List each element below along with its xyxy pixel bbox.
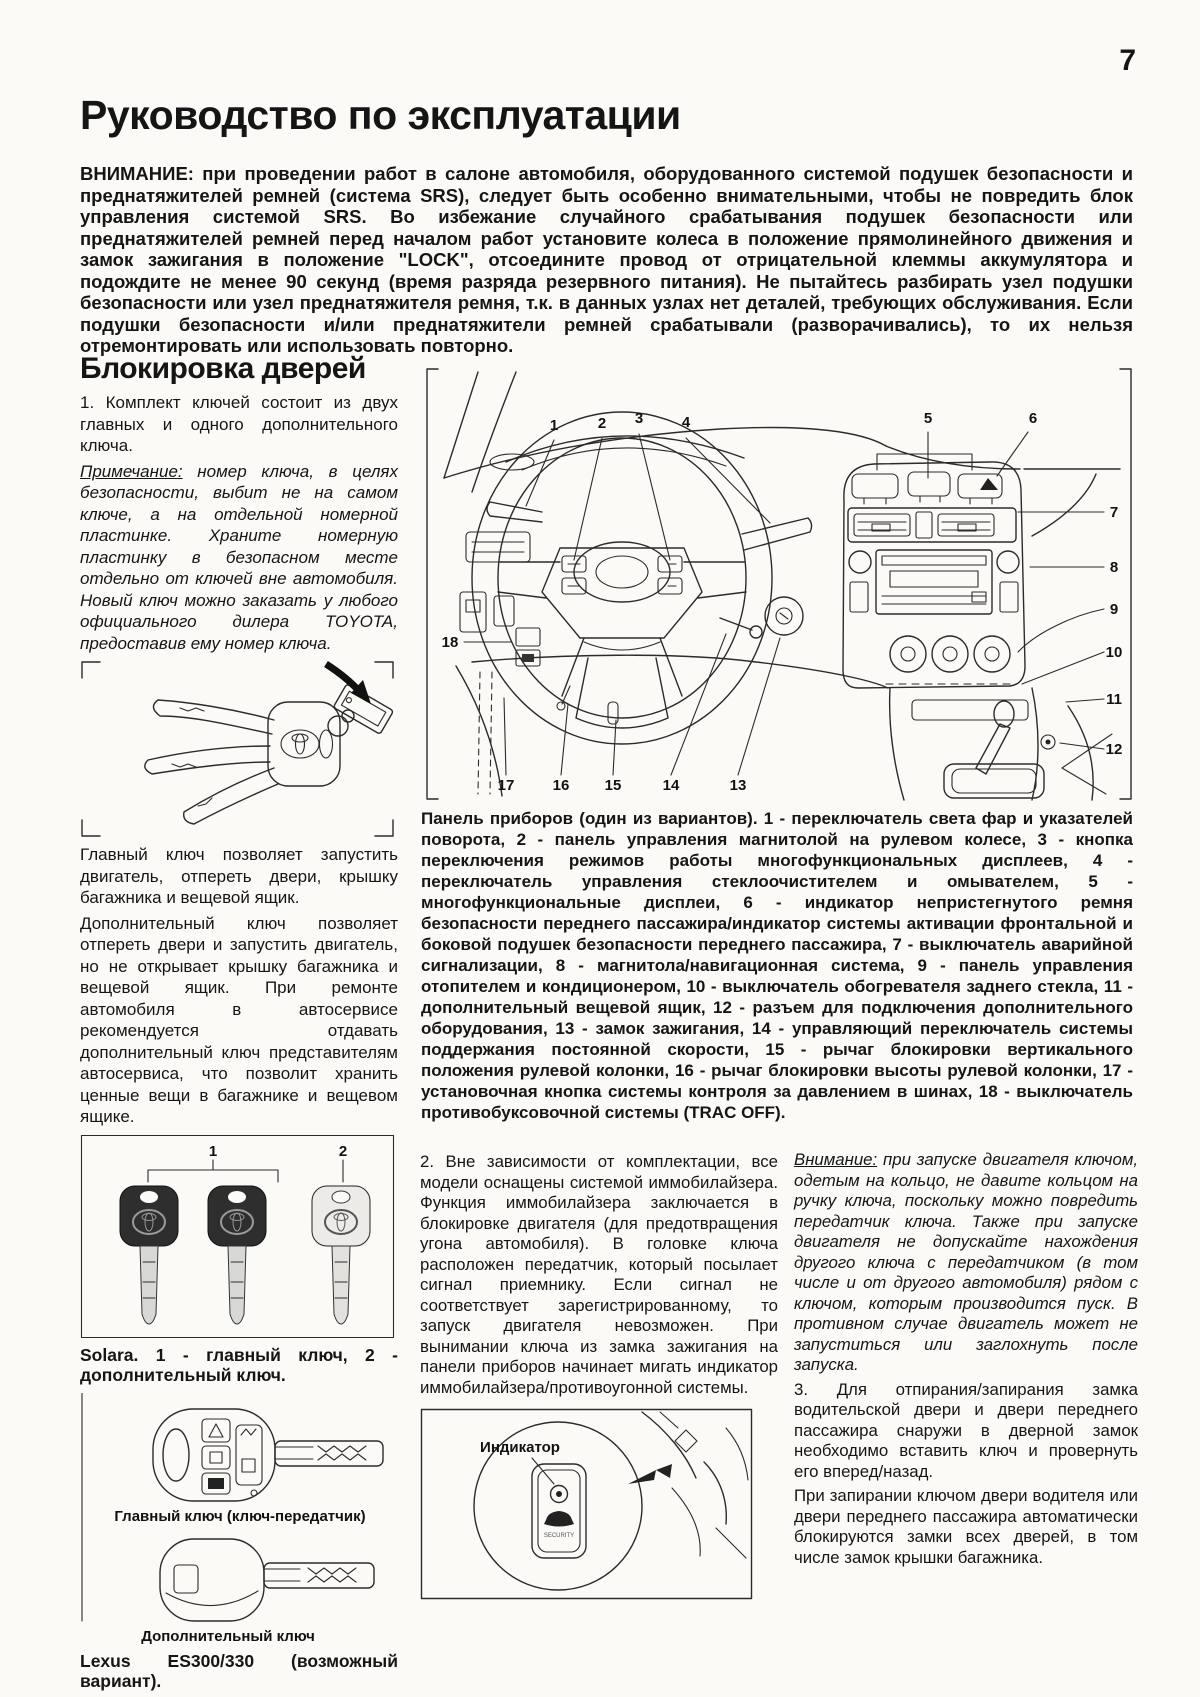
svg-text:1: 1 <box>549 417 559 434</box>
svg-text:7: 7 <box>1109 504 1119 521</box>
svg-text:14: 14 <box>662 777 680 794</box>
lexus-master-key <box>153 1409 383 1501</box>
dashboard-figure <box>420 366 1138 802</box>
svg-text:11: 11 <box>1106 691 1122 708</box>
solara-callout-2: 2 <box>338 1142 348 1160</box>
svg-text:8: 8 <box>1109 559 1119 576</box>
page-number: 7 <box>1119 44 1136 77</box>
solara-master-key-2 <box>208 1186 266 1324</box>
warning-text: при запуске двигателя ключом, одетым на кольцо, не давите кольцом на ручку ключа, поскольку можно повредить передатчик ключа. Также при запуске двигателя не допускайте нахождения другого ключа с передатчиком (в том числе и от другого автомобиля) рядом с ключом, которым производится пуск. В противном случае двигатель может не запуститься или заглохнуть после запуска. <box>794 1150 1138 1374</box>
center-console <box>843 462 1112 800</box>
cruise-control-stalk <box>720 618 762 638</box>
solara-callout-1: 1 <box>208 1142 218 1160</box>
key-ring-warning <box>794 1150 1138 1376</box>
door-unlock-paragraph: 3. Для отпирания/запирания замка водительской двери и двери переднего пассажира снаружи в дверной замок необходимо вставить ключ и провернуть его вперед/назад. <box>794 1379 1138 1481</box>
solara-keys-figure <box>80 1134 395 1339</box>
svg-text:5: 5 <box>923 410 933 427</box>
srs-warning-paragraph: ВНИМАНИЕ: при проведении работ в салоне автомобиля, оборудованного системой подушек безопасности и преднатяжителей ремней (система SRS), следует быть особенно внимательными, чтобы не повредить блок управления системой SRS. Во избежание случайного срабатывания подушек безопасности или преднатяжителей ремней перед началом работ установите колеса в положение прямолинейного движения и замок зажигания в положение "LOCK", отсоедините провод от отрицательной клеммы аккумулятора и подождите не менее 90 секунд (время разряда резервного питания). Не пытайтесь разбирать узел подушки безопасности или узел преднатяжителя ремня, т.к. в данных узлах нет деталей, требующих обслуживания. Если подушки безопасности и/или преднатяжители ремней срабатывали (разворачивались), то их нельзя отремонтировать или использовать повторно. <box>80 163 1133 356</box>
main-key-paragraph: Главный ключ позволяет запустить двигатель, отпереть двери, крышку багажника и вещевой ящик. <box>80 845 398 907</box>
immobilizer-paragraph: 2. Вне зависимости от комплектации, все модели оснащены системой иммобилайзера. Функция иммобилайзера заключается в блокировке двигателя (для предотвращения угона автомобиля). В головке ключа расположен передатчик, который посылает сигнал приемнику. Если сигнал не соответствует зарегистрированному, то запуск двигателя невозможен. При вынимании ключа из замка зажигания на панели приборов начинает мигать индикатор иммобилайзера/противоугонной системы. <box>420 1152 778 1397</box>
svg-text:9: 9 <box>1109 601 1119 618</box>
lexus-sub-key <box>160 1539 374 1621</box>
section-heading: Блокировка дверей <box>80 352 366 385</box>
steering-wheel <box>472 412 772 744</box>
lexus-sub-label: Дополнительный ключ <box>141 1627 315 1645</box>
key-bunch-drawing <box>145 700 354 824</box>
right-column <box>794 1150 1138 1572</box>
svg-text:10: 10 <box>1105 644 1123 661</box>
ignition-switch <box>765 597 803 635</box>
svg-text:18: 18 <box>441 634 459 651</box>
lexus-master-label: Главный ключ (ключ-передатчик) <box>114 1507 366 1525</box>
solara-sub-key <box>312 1186 370 1324</box>
warning-label: Внимание: <box>794 1150 878 1169</box>
note-text: номер ключа, в целях безопасности, выбит не на самом ключе, а на отдельной номерной пластинке. Храните номерную пластинку в безопасном месте отдельно от ключей вне автомобиля. Новый ключ можно заказать у любого официального дилера TOYOTA, предоставив ему номер ключа. <box>80 461 398 653</box>
callout-numbers <box>442 410 1123 794</box>
security-indicator-figure <box>420 1408 753 1600</box>
solara-caption: Solara. 1 - главный ключ, 2 - дополнительный ключ. <box>80 1344 398 1385</box>
svg-text:4: 4 <box>681 414 691 431</box>
trac-off-switch <box>516 628 540 666</box>
auto-lock-paragraph: При запирании ключом двери водителя или двери переднего пассажира автоматически блокируются замки всех дверей, в том числе замок крышки багажника. <box>794 1486 1138 1567</box>
note-label: Примечание: <box>80 461 183 481</box>
middle-column <box>420 1152 778 1606</box>
svg-text:3: 3 <box>634 410 644 427</box>
figure-frame-brackets <box>427 369 1131 799</box>
svg-text:13: 13 <box>729 777 747 794</box>
wiper-stalk <box>742 518 812 550</box>
solara-master-key-1 <box>120 1186 178 1324</box>
page-title: Руководство по эксплуатации <box>80 92 681 138</box>
lexus-keys-figure <box>80 1393 395 1645</box>
svg-text:6: 6 <box>1028 410 1038 427</box>
car-icon <box>544 1511 574 1527</box>
svg-text:12: 12 <box>1105 741 1123 758</box>
dash-fragment <box>628 1412 748 1558</box>
figure-corner-brackets <box>82 662 393 836</box>
security-switch <box>532 1464 586 1558</box>
svg-text:16: 16 <box>552 777 570 794</box>
left-column <box>80 352 398 1697</box>
svg-text:17: 17 <box>497 777 515 794</box>
svg-text:15: 15 <box>604 777 622 794</box>
turn-signal-stalk <box>487 502 542 522</box>
lexus-caption: Lexus ES300/330 (возможный вариант). <box>80 1650 398 1691</box>
security-text: SECURITY <box>543 1533 575 1539</box>
indicator-label: Индикатор <box>480 1439 560 1456</box>
sub-key-paragraph: Дополнительный ключ позволяет отпереть двери и запустить двигатель, но не открывает крышку багажника и вещевой ящик. При ремонте автомобиля в автосервисе рекомендуется отдавать дополнительный ключ представителям автосервиса, что позволит хранить ценные вещи в багажнике и вещевом ящике. <box>80 913 398 1126</box>
dashboard-caption: Панель приборов (один из вариантов). 1 - переключатель света фар и указателей поворота, 2 - панель управления магнитолой на рулевом колесе, 3 - кнопка переключения режимов работы многофункциональных дисплеев, 4 - переключатель управления стеклоочистителем и омывателем, 5 - многофункциональные дисплеи, 6 - индикатор непристегнутого ремня безопасности переднего пассажира/индикатор системы активации фронтальной и боковой подушек безопасности переднего пассажира, 7 - выключатель аварийной сигнализации, 8 - магнитола/навигационная система, 9 - панель управления отопителем и кондиционером, 10 - выключатель обогревателя заднего стекла, 11 - дополнительный вещевой ящик, 12 - разъем для подключения дополнительного оборудования, 13 - замок зажигания, 14 - управляющий переключатель системы поддержания постоянной скорости, 15 - рычаг блокировки вертикального положения рулевой колонки, 16 - рычаг блокировки высоты рулевой колонки, 17 - установочная кнопка системы контроля за давлением в шинах, 18 - выключатель противобуксовочной системы (TRAC OFF). <box>421 809 1133 1122</box>
key-number-note <box>80 461 398 655</box>
svg-text:2: 2 <box>597 415 607 432</box>
keys-paragraph: 1. Комплект ключей состоит из двух главных и одного дополнительного ключа. <box>80 393 398 455</box>
callout-leader-lines <box>464 432 1104 775</box>
keys-with-tag-figure <box>80 660 395 838</box>
